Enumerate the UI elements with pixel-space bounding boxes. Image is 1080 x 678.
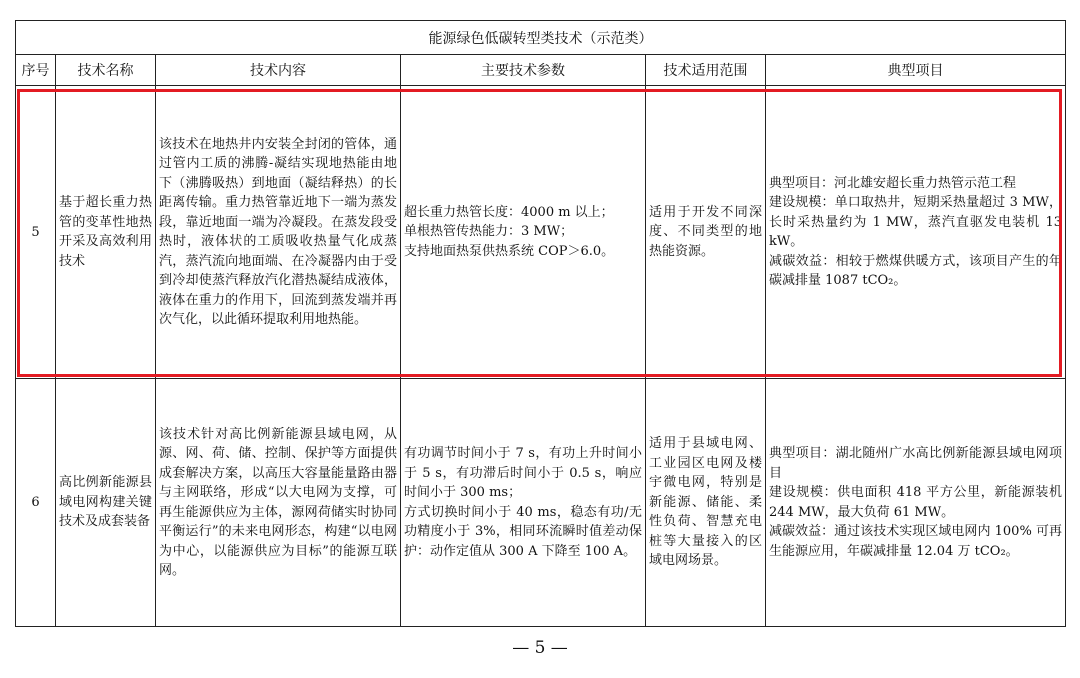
project-line: 建设规模：单口取热井，短期采热量超过 3 MW，长时采热量约为 1 MW，蒸汽直驱发电装机 13 kW。 bbox=[769, 195, 1062, 249]
row-tech-name: 高比例新能源县域电网构建关键技术及成套装备 bbox=[56, 379, 156, 627]
row-main-params bbox=[401, 379, 646, 627]
param-line: 超长重力热管长度：4000 m 以上； bbox=[404, 204, 614, 220]
row-main-params bbox=[401, 86, 646, 379]
header-index: 序号 bbox=[16, 55, 56, 86]
project-line: 减碳效益：通过该技术实现区域电网内 100% 可再生能源应用，年碳减排量 12.04 万 tCO₂。 bbox=[769, 524, 1062, 559]
header-tech-content: 技术内容 bbox=[156, 55, 401, 86]
param-line: 有功调节时间小于 7 s，有功上升时间小于 5 s，有功滞后时间小于 0.5 s，响应时间小于 300 ms； bbox=[404, 446, 642, 500]
project-line: 典型项目：湖北随州广水高比例新能源县域电网项目 bbox=[769, 446, 1062, 481]
table-row bbox=[16, 379, 1066, 627]
row-scope: 适用于县域电网、工业园区电网及楼宇微电网，特别是新能源、储能、柔性负荷、智慧充电桩等大量接入的区域电网场景。 bbox=[646, 379, 766, 627]
project-line: 典型项目：河北雄安超长重力热管示范工程 bbox=[769, 175, 1017, 191]
table-title: 能源绿色低碳转型类技术（示范类） bbox=[16, 21, 1066, 55]
param-line: 方式切换时间小于 40 ms，稳态有功/无功精度小于 3%，相同环流瞬时值差动保护：动作定值从 300 A 下降至 100 A。 bbox=[404, 504, 642, 559]
header-main-params: 主要技术参数 bbox=[401, 55, 646, 86]
param-line: 支持地面热泵供热系统 COP＞6.0。 bbox=[404, 243, 615, 259]
row-tech-content: 该技术在地热井内安装全封闭的管体，通过管内工质的沸腾-凝结实现地热能由地下（沸腾吸热）到地面（凝结释热）的长距离传输。重力热管靠近地下一端为蒸发段，靠近地面一端为冷凝段。在蒸发段受热时，液体状的工质吸收热量气化成蒸汽，蒸汽流向地面端、在冷凝器内由于受到冷却使蒸汽释放汽化潜热凝结成液体，液体在重力的作用下，回流到蒸发端并再次气化，以此循环提取利用地热能。 bbox=[156, 86, 401, 379]
project-line: 减碳效益：相较于燃煤供暖方式，该项目产生的年碳减排量 1087 tCO₂。 bbox=[769, 253, 1062, 288]
row-index: 5 bbox=[16, 86, 56, 379]
header-typical-project: 典型项目 bbox=[766, 55, 1066, 86]
row-tech-content: 该技术针对高比例新能源县域电网，从源、网、荷、储、控制、保护等方面提供成套解决方案，以高压大容量能量路由器与主网联络，形成“以大电网为支撑，可再生能源供应为主体，源网荷储实时协同平衡运行”的未来电网形态，构建“以电网为中心，以能源供应为目标”的能源互联网。 bbox=[156, 379, 401, 627]
header-tech-name: 技术名称 bbox=[56, 55, 156, 86]
row-scope: 适用于开发不同深度、不同类型的地热能资源。 bbox=[646, 86, 766, 379]
param-line: 单根热管传热能力：3 MW； bbox=[404, 224, 574, 240]
row-tech-name: 基于超长重力热管的变革性地热开采及高效利用技术 bbox=[56, 86, 156, 379]
header-scope: 技术适用范围 bbox=[646, 55, 766, 86]
technology-table-sheet bbox=[15, 20, 1065, 627]
table-row bbox=[16, 86, 1066, 379]
technology-table bbox=[15, 20, 1066, 627]
project-line: 建设规模：供电面积 418 平方公里，新能源装机 244 MW，最大负荷 61 MW。 bbox=[769, 485, 1062, 520]
header-row bbox=[16, 55, 1066, 86]
page-number: — 5 — bbox=[512, 638, 568, 658]
row-typical-project bbox=[766, 379, 1066, 627]
row-index: 6 bbox=[16, 379, 56, 627]
row-typical-project bbox=[766, 86, 1066, 379]
